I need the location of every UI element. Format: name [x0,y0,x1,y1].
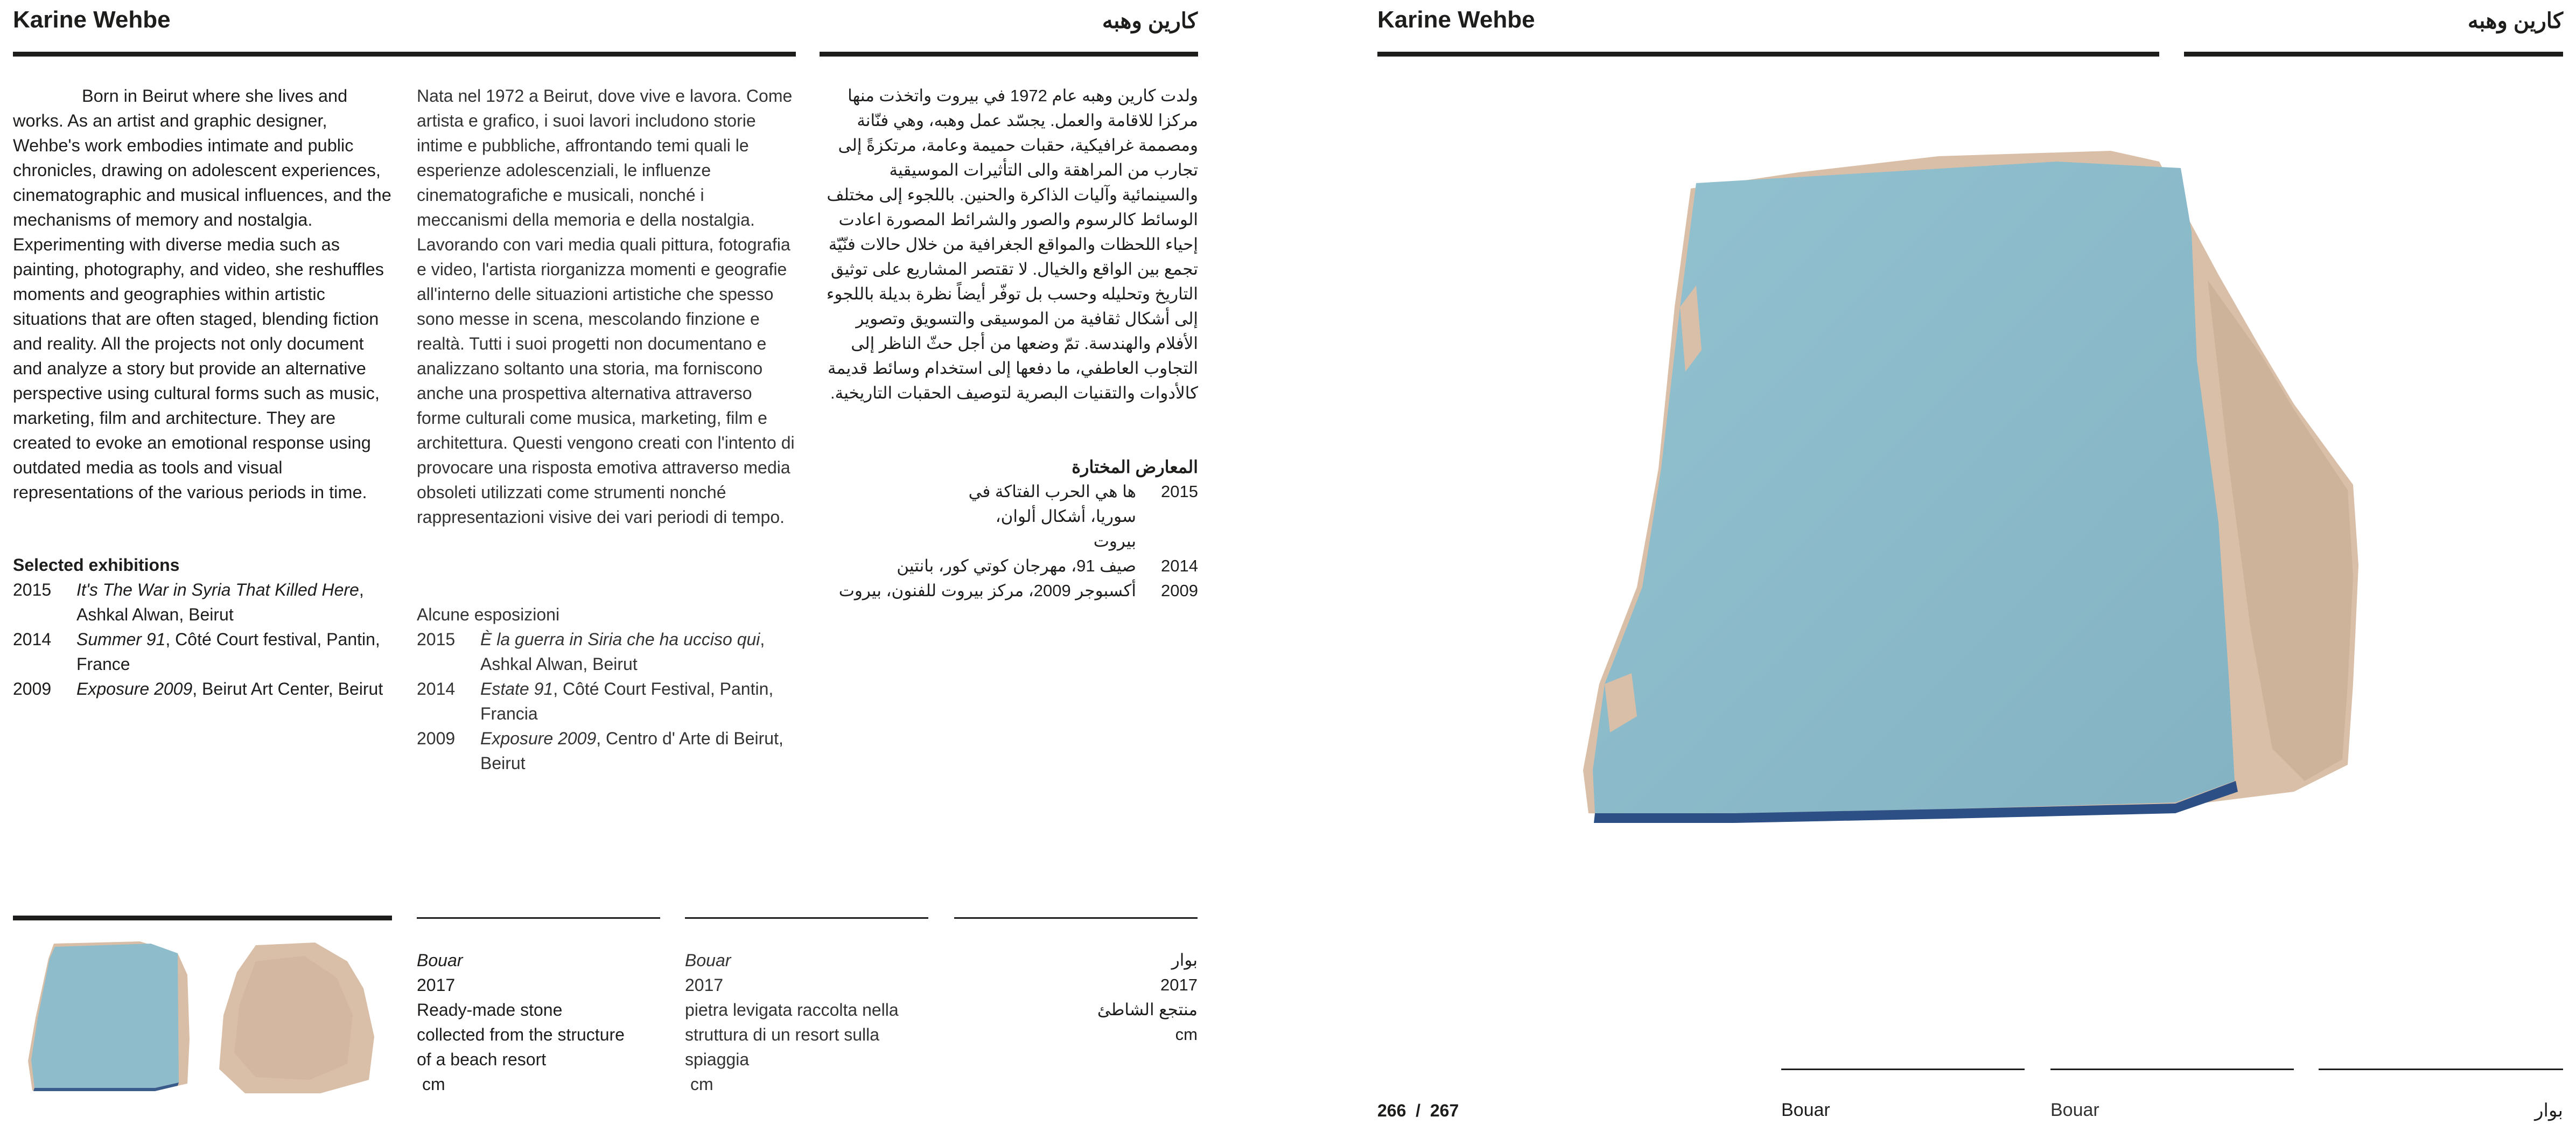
exhibition-item [829,554,1198,578]
exhibition-item [13,577,384,627]
exhibition-venue: , Ashkal Alwan, Beirut [76,580,364,624]
exhibition-year: 2015 [1161,482,1198,501]
bio-english: Born in Beirut where she lives and works. As an artist and graphic designer, Wehbe's work embodies intimate and public chronicles, drawing on adolescent experiences, cinematographic and musical influences, and the mechanisms of memory and nostalgia. Experimenting with diverse media such as painting, photography, and video, she reshuffles moments and geographies within artistic situations that are often staged, blending fiction and reality. All the projects not only document and analyze a story but provide an alternative perspective using cultural forms such as music, marketing, film and architecture. They are created to evoke an emotional response using outdated media as tools and visual representations of the various periods in time. [13,86,391,502]
footer-title-italian: Bouar [2050,1100,2099,1120]
artist-name-arabic: كارين وهبه [1102,9,1198,33]
caption-title: بوار [1171,951,1198,969]
exhibition-title: Exposure 2009 [76,679,193,699]
exhibition-year: 2015 [417,630,456,649]
exhibition-item [829,578,1198,603]
header-rule-right [820,52,1198,57]
exhibition-year: 2014 [13,630,52,649]
caption-medium: Ready-made stone [417,1000,563,1020]
artist-name-latin-right: Karine Wehbe [1377,6,1535,33]
exhibition-year: 2014 [417,679,456,699]
footer-rule-it [2050,1069,2294,1070]
exhibition-venue: , Beirut Art Center, Beirut [192,679,383,699]
exhibition-text: أكسبوجر 2009، مركز بيروت للفنون، بيروت [838,581,1136,600]
exhibition-item [13,676,384,701]
exhibition-item [13,627,384,676]
bio-italian: Nata nel 1972 a Beirut, dove vive e lavora. Come artista e grafico, i suoi lavori includono storie intime e pubbliche, affrontando temi quali le esperienze adolescenziali, le influenze cinematografiche e musicali, nonché i meccanismi della memoria e della nostalgia. Lavorando con vari media quali pittura, fotografia e video, l'artista riorganizza momenti e geografie all'interno delle situazioni artistiche che spesso sono messe in scena, mescolando finzione e realtà. Tutti i suoi progetti non documentano e analizzano soltanto una storia, ma forniscono anche una prospettiva alternativa attraverso forme culturali come musica, marketing, film e architettura. Questi vengono creati con l'intento di provocare una risposta emotiva attraverso media obsoleti utilizzati come strumenti nonché rappresentazioni visive dei vari periodi di tempo. [417,86,795,527]
exhibition-venue: , Côté Court Festival, Pantin, Francia [480,679,774,723]
caption-year: 2017 [685,975,724,995]
exhibitions-italian [417,602,794,776]
exhibition-title: It's The War in Syria That Killed Here [76,580,359,599]
bio-arabic: ولدت كارين وهبه عام 1972 في بيروت واتخذت منها مركزا للاقامة والعمل. يجسّد عمل وهبه، وهي فنّانة ومصممة غرافيكية، حقبات حميمة وعامة، مرتكزةً إلى تجارب من المراهقة والى التأثيرات الموسيقية والسينمائية وآليات الذاكرة والحنين. باللجوء إلى مختلف الوسائط كالرسوم والصور والشرائط المصورة اعادت إحياء اللحظات والمواقع الجغرافية من خلال حالات فنّيّة تجمع بين الواقع والخيال. لا تقتصر المشاريع على توثيق التاريخ وتحليله وحسب بل توفّر أيضاً نظرة بديلة باللجوء إلى أشكال ثقافية من الموسيقى والتسويق وتصوير الأفلام والهندسة. تمّ وضعها من أجل حثّ الناظر إلى التجاوب العاطفي، ما دفعها إلى استخدام وسائط قديمة كالأدوات والتقنيات البصرية لتوصيف الحقبات التاريخية. [826,86,1198,402]
footer-title-arabic: بوار [2535,1100,2563,1121]
exhibition-text: صيف 91، مهرجان كوتي كور، بانتين [897,556,1136,575]
footer-title-english: Bouar [1781,1100,1830,1120]
caption-english [417,948,659,1097]
exhibition-item [829,479,1198,554]
header-rule-left [13,52,796,57]
caption-medium: pietra levigata raccolta nella [685,1000,899,1020]
artist-name-latin: Karine Wehbe [13,6,171,33]
exhibition-year: 2014 [1161,556,1198,575]
exhibition-item [417,627,794,676]
header-rule-left [1377,52,2159,57]
artwork-photo-tile [1572,145,2369,856]
exhibition-year: 2009 [417,729,456,748]
footer-rule-ar [2319,1069,2563,1070]
exhibition-year: 2009 [1161,581,1198,600]
exhibition-item [417,676,794,726]
caption-title: Bouar [417,951,463,970]
caption-medium: collected from the structure [417,1025,625,1044]
exhibition-venue: , Ashkal Alwan, Beirut [480,630,765,674]
caption-dimensions: cm [1175,1025,1198,1044]
footer-rule-en [1781,1069,2025,1070]
caption-italian [685,948,927,1097]
exhibition-year: 2015 [13,580,52,599]
thumbnail-tile-back [213,940,380,1099]
header-rule-right [2184,52,2563,57]
page-numbers: 266 / 267 [1377,1101,1459,1120]
exhibition-venue: , Centro d' Arte di Beirut, Beirut [480,729,783,773]
exhibition-title: È la guerra in Siria che ha ucciso qui [480,630,760,649]
caption-medium: of a beach resort [417,1050,547,1069]
caption-rule-en [417,917,660,919]
caption-medium: spiaggia [685,1050,750,1069]
caption-dimensions: cm [422,1074,445,1094]
caption-year: 2017 [1160,975,1198,994]
caption-medium: struttura di un resort sulla [685,1025,880,1044]
exhibition-title: Exposure 2009 [480,729,597,748]
thumbnail-tile-front [16,937,194,1096]
exhibitions-arabic [829,455,1198,603]
exhibition-title: Estate 91 [480,679,554,699]
thumbnail-rule [13,916,392,920]
exhibition-text: ها هي الحرب الفتاكة في سوريا، أشكال ألوان، بيروت [968,482,1136,550]
caption-year: 2017 [417,975,456,995]
exhibition-venue: , Côté Court festival, Pantin, France [76,630,380,674]
caption-rule-it [685,917,928,919]
exhibitions-english [13,553,384,701]
caption-medium: منتجع الشاطئ [1097,1000,1198,1019]
caption-dimensions: cm [690,1074,713,1094]
exhibitions-heading: المعارض المختارة [1072,457,1198,477]
caption-title: Bouar [685,951,731,970]
exhibitions-heading: Selected exhibitions [13,555,180,575]
exhibition-item [417,726,794,776]
exhibition-year: 2009 [13,679,52,699]
caption-arabic [954,948,1198,1047]
exhibitions-heading: Alcune esposizioni [417,605,560,624]
exhibition-title: Summer 91 [76,630,166,649]
caption-rule-ar [954,917,1198,919]
artist-name-arabic-right: كارين وهبه [2467,9,2563,33]
